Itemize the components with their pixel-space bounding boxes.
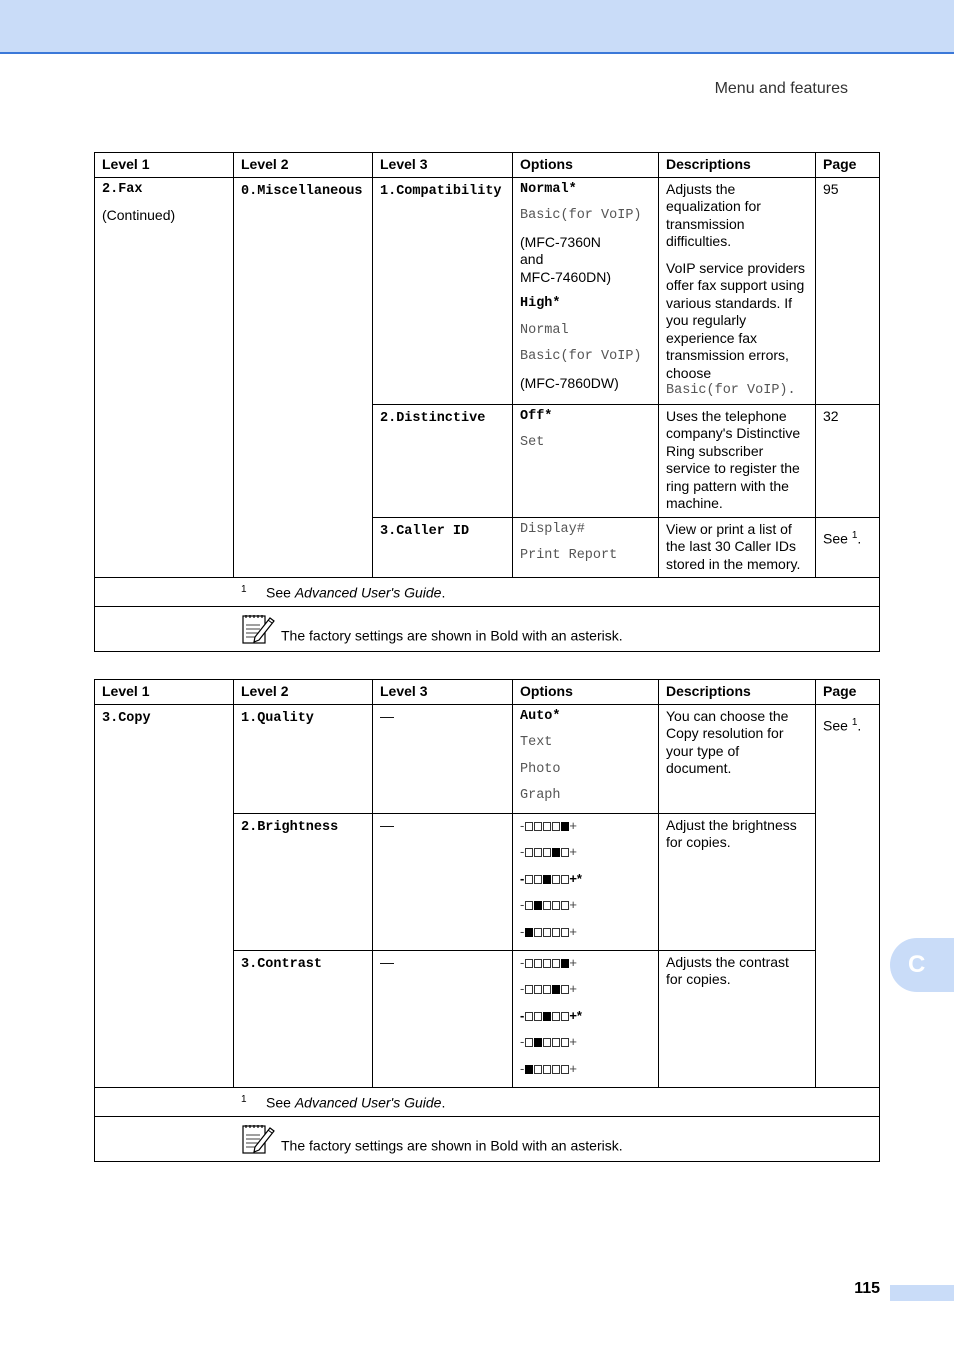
option-off-default: Off*: [520, 408, 553, 424]
level3-none: —: [380, 816, 394, 833]
scale-marker-filled: [552, 985, 560, 994]
scale-marker-empty: [561, 1038, 569, 1047]
level2-cell: [234, 813, 373, 950]
description-cell: [659, 950, 816, 1087]
options-cell: [513, 177, 659, 404]
level2-miscellaneous: 0.Miscellaneous: [241, 183, 363, 199]
scale-marker-empty: [543, 928, 551, 937]
scale-minus: -: [520, 1034, 525, 1049]
description-cell: [659, 704, 816, 813]
scale-marker-empty: [552, 928, 560, 937]
scale-marker-empty: [561, 875, 569, 884]
scale-option: [520, 843, 651, 861]
level3-cell: [373, 404, 513, 517]
option-display: Display#: [520, 521, 585, 537]
description-text: VoIP service providers offer fax support using various standards. If you regularly experience fax transmission errors, choose: [666, 259, 806, 381]
scale-option: [520, 923, 651, 941]
description-cell: [659, 177, 816, 404]
footnote: $^1$ See Advanced User's Guide.: [95, 1087, 880, 1116]
fax-menu-table: [94, 152, 880, 652]
scale-option: [520, 954, 651, 972]
scale-marker-filled: [534, 1038, 542, 1047]
option-photo: Photo: [520, 761, 561, 777]
option-normal-default: Normal*: [520, 181, 577, 197]
scale-marker-filled: [534, 901, 542, 910]
scale-plus: +: [569, 1034, 577, 1049]
scale-minus: -: [520, 844, 525, 859]
scale-plus: +: [569, 981, 577, 996]
scale-marker-empty: [561, 985, 569, 994]
info-note: [95, 1116, 880, 1161]
table-header-row: [95, 153, 880, 178]
col-header-level1: Level 1: [95, 680, 234, 705]
options-cell: [513, 404, 659, 517]
scale-minus: -: [520, 1060, 525, 1076]
option-basic-voip: Basic(for VoIP): [520, 208, 642, 223]
info-row: [95, 607, 880, 652]
guide-title: Advanced User's Guide: [294, 1094, 442, 1111]
level3-cell: [373, 950, 513, 1087]
level2-cell: [234, 704, 373, 813]
scale-marker-empty: [534, 1012, 542, 1021]
level1-cell: [95, 177, 234, 578]
scale-marker-empty: [561, 928, 569, 937]
options-cell: [513, 950, 659, 1087]
scale-marker-empty: [525, 1038, 533, 1047]
footnote-row: [95, 578, 880, 607]
option-model-note: and: [520, 251, 544, 267]
col-header-descriptions: Descriptions: [659, 153, 816, 178]
option-high-default: High*: [520, 296, 561, 311]
table-row: [95, 177, 880, 404]
scale-option: [520, 896, 651, 914]
level3-cell: [373, 704, 513, 813]
scale-plus: +: [569, 923, 577, 939]
level3-cell: [373, 813, 513, 950]
footnote-number: 1: [241, 584, 247, 595]
page-ref: 95: [823, 180, 839, 197]
scale-marker-empty: [525, 901, 533, 910]
options-cell: [513, 704, 659, 813]
scale-marker-empty: [543, 1065, 551, 1074]
level3-compatibility: 1.Compatibility: [380, 183, 502, 199]
description-cell: [659, 517, 816, 578]
scale-option: [520, 1033, 651, 1051]
scale-marker-empty: [552, 875, 560, 884]
col-header-options: Options: [513, 680, 659, 705]
scale-plus: +*: [569, 870, 582, 886]
scale-marker-empty: [552, 1038, 560, 1047]
option-model-note: (MFC-7860DW): [520, 374, 619, 391]
scale-marker-empty: [525, 1012, 533, 1021]
table-header-row: [95, 680, 880, 705]
info-text: The factory settings are shown in Bold with an asterisk.: [281, 627, 623, 644]
level3-distinctive: 2.Distinctive: [380, 410, 486, 426]
col-header-descriptions: Descriptions: [659, 680, 816, 705]
level1-cell: [95, 704, 234, 1087]
scale-marker-empty: [534, 875, 542, 884]
description-mono-text: Basic(for VoIP).: [666, 383, 796, 398]
page-see-ref: See $^1$.: [823, 529, 862, 547]
option-model-note: MFC-7460DN): [520, 268, 612, 285]
scale-minus: -: [520, 897, 525, 912]
scale-marker-filled: [525, 928, 533, 937]
scale-option: [520, 1060, 651, 1078]
copy-menu-table: [94, 679, 880, 1162]
scale-marker-empty: [552, 1065, 560, 1074]
scale-marker-filled: [561, 959, 569, 968]
guide-title: Advanced User's Guide: [294, 584, 442, 601]
scale-marker-filled: [543, 875, 551, 884]
scale-marker-empty: [525, 822, 533, 831]
page-cell: [816, 517, 880, 578]
col-header-page: Page: [816, 680, 880, 705]
description-text: Adjusts the contrast for copies.: [666, 953, 789, 987]
level2-quality: 1.Quality: [241, 710, 314, 726]
scale-plus: +*: [569, 1007, 582, 1023]
page-cell: [816, 177, 880, 404]
scale-marker-empty: [561, 1012, 569, 1021]
scale-marker-filled: [561, 822, 569, 831]
description-cell: [659, 813, 816, 950]
scale-marker-empty: [552, 1012, 560, 1021]
option-basic-voip: Basic(for VoIP): [520, 349, 642, 364]
option-normal: Normal: [520, 322, 569, 338]
scale-marker-empty: [561, 848, 569, 857]
chapter-tab: C: [890, 938, 954, 992]
scale-marker-filled: [543, 1012, 551, 1021]
scale-marker-empty: [543, 959, 551, 968]
level3-cell: [373, 517, 513, 578]
page-ref: 32: [823, 407, 839, 424]
scale-minus: -: [520, 870, 525, 886]
scale-marker-empty: [561, 1065, 569, 1074]
option-model-note: (MFC-7360N: [520, 233, 601, 250]
scale-plus: +: [569, 844, 577, 859]
scale-marker-empty: [534, 959, 542, 968]
scale-marker-empty: [534, 822, 542, 831]
description-text: Uses the telephone company's Distinctive Ring subscriber service to register the ring pattern with the machine.: [666, 407, 801, 511]
level3-cell: [373, 177, 513, 404]
footnote: $^1$ See Advanced User's Guide.: [95, 578, 880, 607]
scale-plus: +: [569, 954, 577, 970]
level2-contrast: 3.Contrast: [241, 956, 323, 972]
scale-marker-empty: [534, 848, 542, 857]
page-number: 115: [854, 1280, 880, 1297]
scale-plus: +: [569, 817, 577, 833]
level1-copy: 3.Copy: [102, 710, 151, 726]
running-title: Menu and features: [714, 80, 848, 97]
description-text: Adjusts the equalization for transmission difficulties.: [666, 180, 761, 249]
scale-marker-empty: [534, 928, 542, 937]
table-row: [95, 704, 880, 813]
scale-marker-empty: [534, 985, 542, 994]
col-header-level3: Level 3: [373, 680, 513, 705]
options-cell: [513, 813, 659, 950]
option-set: Set: [520, 435, 545, 450]
page-cell: [816, 704, 880, 1087]
scale-minus: -: [520, 954, 525, 970]
info-row: [95, 1116, 880, 1161]
scale-option: [520, 817, 651, 835]
col-header-level2: Level 2: [234, 153, 373, 178]
level3-caller-id: 3.Caller ID: [380, 523, 470, 539]
scale-marker-empty: [543, 1038, 551, 1047]
level2-cell: [234, 950, 373, 1087]
scale-plus: +: [569, 1060, 577, 1076]
scale-marker-empty: [525, 959, 533, 968]
scale-marker-empty: [534, 1065, 542, 1074]
scale-marker-empty: [543, 822, 551, 831]
scale-option: [520, 870, 651, 888]
scale-marker-empty: [543, 901, 551, 910]
level2-cell: [234, 177, 373, 578]
scale-marker-empty: [552, 822, 560, 831]
scale-marker-empty: [525, 985, 533, 994]
scale-option: [520, 980, 651, 998]
option-auto-default: Auto*: [520, 708, 561, 724]
scale-marker-empty: [543, 848, 551, 857]
description-text: Adjust the brightness for copies.: [666, 816, 797, 850]
scale-marker-filled: [552, 848, 560, 857]
page-number-bar: [890, 1285, 954, 1301]
footnote-row: [95, 1087, 880, 1116]
level2-brightness: 2.Brightness: [241, 819, 339, 835]
scale-minus: -: [520, 923, 525, 939]
scale-marker-filled: [525, 1065, 533, 1074]
option-print-report: Print Report: [520, 548, 618, 563]
scale-option: [520, 1007, 651, 1025]
scale-marker-empty: [543, 985, 551, 994]
header-band: [0, 0, 954, 54]
level3-none: —: [380, 953, 394, 970]
info-note: [95, 607, 880, 652]
level3-none: —: [380, 707, 394, 724]
description-cell: [659, 404, 816, 517]
option-graph: Graph: [520, 788, 561, 803]
scale-marker-empty: [525, 848, 533, 857]
level1-continued: (Continued): [102, 207, 176, 223]
scale-minus: -: [520, 817, 525, 833]
page-cell: [816, 404, 880, 517]
col-header-level2: Level 2: [234, 680, 373, 705]
note-pencil-icon: [241, 613, 275, 645]
scale-minus: -: [520, 1007, 525, 1023]
col-header-level3: Level 3: [373, 153, 513, 178]
scale-marker-empty: [525, 875, 533, 884]
option-text: Text: [520, 735, 553, 750]
scale-marker-empty: [552, 901, 560, 910]
footnote-number: 1: [241, 1093, 247, 1105]
scale-marker-empty: [561, 901, 569, 910]
note-pencil-icon: [241, 1123, 275, 1155]
page-see-ref: See $^1$.: [823, 716, 862, 734]
info-text: The factory settings are shown in Bold with an asterisk.: [281, 1137, 623, 1154]
col-header-page: Page: [816, 153, 880, 178]
level1-fax: 2.Fax: [102, 181, 143, 197]
description-text: You can choose the Copy resolution for your type of document.: [666, 707, 789, 776]
options-cell: [513, 517, 659, 578]
scale-minus: -: [520, 981, 525, 996]
col-header-options: Options: [513, 153, 659, 178]
col-header-level1: Level 1: [95, 153, 234, 178]
scale-plus: +: [569, 897, 577, 912]
scale-marker-empty: [552, 959, 560, 968]
description-text: View or print a list of the last 30 Caller IDs stored in the memory.: [666, 520, 801, 572]
